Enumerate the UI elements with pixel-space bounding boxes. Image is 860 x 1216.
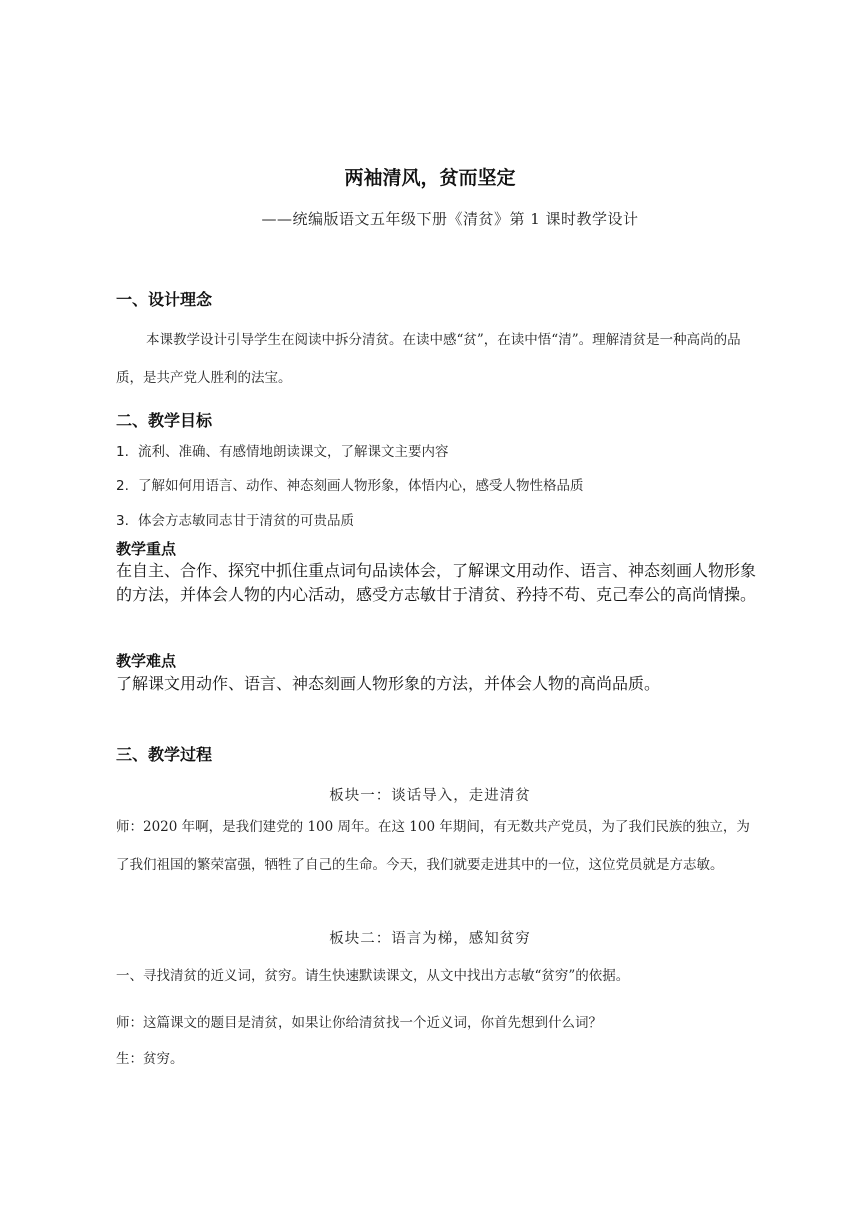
block2-line: 一、寻找清贫的近义词，贫穷。请生快速默读课文，从文中找出方志敏“贫穷”的依据。	[116, 968, 630, 984]
difficult-points-heading: 教学难点	[116, 652, 177, 670]
design-concept-paragraph: 本课教学设计引导学生在阅读中拆分清贫。在读中感“贫”，在读中悟“清”。理解清贫是一种高尚的品质，是共产党人胜利的法宝。	[116, 332, 741, 386]
block2-line: 师：这篇课文的题目是清贫，如果让你给清贫找一个近义词，你首先想到什么词？	[116, 1015, 602, 1031]
key-points-body: 在自主、合作、探究中抓住重点词句品读体会，了解课文用动作、语言、神态刻画人物形象的方法，并体会人物的内心活动，感受方志敏甘于清贫、矜持不苟、克己奉公的高尚情操。	[116, 561, 757, 604]
section-heading-design-concept: 一、设计理念	[116, 290, 213, 309]
key-points-heading: 教学重点	[116, 540, 177, 558]
document-title: 两袖清风，贫而坚定	[344, 167, 516, 189]
document-subtitle: ——统编版语文五年级下册《清贫》第 1 课时教学设计	[261, 210, 639, 228]
goal-text: 流利、准确、有感情地朗读课文，了解课文主要内容	[138, 444, 449, 460]
block1-paragraph: 师：2020 年啊，是我们建党的 100 周年。在这 100 年期间，有无数共产党员，为了我们民族的独立，为了我们祖国的繁荣富强，牺牲了自己的生命。今天，我们就要走进其中的一位，这位党员就是方志敏。	[116, 819, 750, 873]
section-heading-teaching-goals: 二、教学目标	[116, 411, 213, 430]
block2-title: 板块二：语言为梯，感知贫穷	[329, 931, 531, 947]
goal-item	[116, 511, 354, 531]
goal-number: 3.	[116, 513, 129, 529]
goal-number: 1.	[116, 444, 129, 460]
goal-item	[116, 442, 449, 462]
block1-title: 板块一：谈话导入，走进清贫	[329, 788, 531, 804]
goal-number: 2.	[116, 478, 129, 494]
block2-line: 生：贫穷。	[116, 1051, 184, 1067]
goal-text: 体会方志敏同志甘于清贫的可贵品质	[138, 513, 354, 529]
difficult-points-body: 了解课文用动作、语言、神态刻画人物形象的方法，并体会人物的高尚品质。	[116, 674, 661, 693]
goal-item	[116, 476, 584, 496]
section-heading-teaching-process: 三、教学过程	[116, 745, 213, 764]
goal-text: 了解如何用语言、动作、神态刻画人物形象，体悟内心，感受人物性格品质	[138, 478, 584, 494]
